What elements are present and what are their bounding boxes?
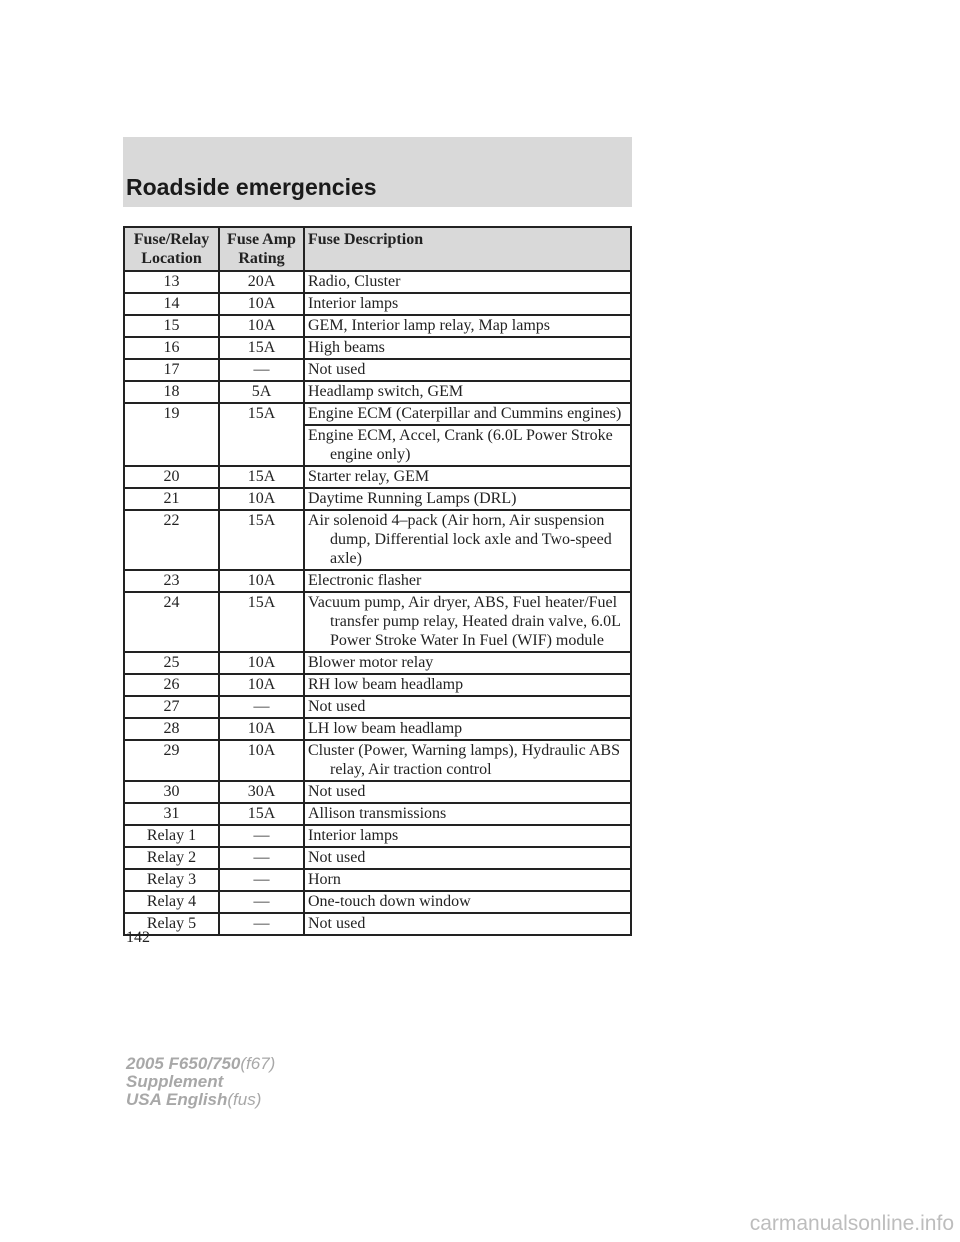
fuse-description-text: Interior lamps bbox=[308, 295, 399, 312]
table-row bbox=[124, 913, 631, 935]
fuse-description-text: Not used bbox=[308, 783, 366, 800]
table-row bbox=[124, 271, 631, 293]
fuse-amp-cell: 15A bbox=[219, 403, 304, 466]
footer-model-code: (f67) bbox=[240, 1054, 276, 1073]
column-header-location bbox=[124, 227, 219, 271]
fuse-location-cell: 27 bbox=[124, 696, 219, 718]
fuse-description-text: High beams bbox=[308, 339, 385, 356]
table-row bbox=[124, 825, 631, 847]
table-row bbox=[124, 293, 631, 315]
fuse-location-cell: 20 bbox=[124, 466, 219, 488]
fuse-location-cell: 18 bbox=[124, 381, 219, 403]
fuse-location-cell: 25 bbox=[124, 652, 219, 674]
footer-language: USA English bbox=[126, 1090, 228, 1109]
fuse-description-text: One-touch down window bbox=[308, 893, 471, 910]
fuse-amp-cell: 15A bbox=[219, 592, 304, 652]
fuse-amp-cell: 10A bbox=[219, 674, 304, 696]
fuse-description-text: Electronic flasher bbox=[308, 572, 422, 589]
column-header-amp-line1: Fuse Amp bbox=[227, 231, 296, 248]
fuse-location-cell: 30 bbox=[124, 781, 219, 803]
table-row bbox=[124, 652, 631, 674]
footer-model: 2005 F650/750 bbox=[126, 1054, 241, 1073]
fuse-description-cell bbox=[304, 652, 631, 674]
fuse-description-text: Engine ECM (Caterpillar and Cummins engines) bbox=[308, 405, 622, 422]
fuse-amp-cell: — bbox=[219, 847, 304, 869]
footer-language-code: (fus) bbox=[227, 1090, 262, 1109]
fuse-location-cell: Relay 4 bbox=[124, 891, 219, 913]
table-row bbox=[124, 403, 631, 425]
table-row bbox=[124, 740, 631, 781]
table-row bbox=[124, 466, 631, 488]
fuse-description-text: Vacuum pump, Air dryer, ABS, Fuel heater/Fuel transfer pump relay, Heated drain valve, 6.0L Power Stroke Water In Fuel (WIF) module bbox=[308, 594, 621, 649]
table-row bbox=[124, 570, 631, 592]
fuse-description-cell bbox=[304, 488, 631, 510]
fuse-description-cell bbox=[304, 337, 631, 359]
fuse-location-cell: 19 bbox=[124, 403, 219, 466]
fuse-description-text: RH low beam headlamp bbox=[308, 676, 464, 693]
fuse-description-cell bbox=[304, 718, 631, 740]
table-row bbox=[124, 337, 631, 359]
table-row bbox=[124, 381, 631, 403]
table-row bbox=[124, 510, 631, 570]
fuse-description-cell bbox=[304, 425, 631, 466]
fuse-description-text: Allison transmissions bbox=[308, 805, 447, 822]
fuse-location-cell: 26 bbox=[124, 674, 219, 696]
fuse-table-header bbox=[124, 227, 631, 271]
fuse-amp-cell: 10A bbox=[219, 652, 304, 674]
fuse-amp-cell: 15A bbox=[219, 466, 304, 488]
fuse-description-text: Interior lamps bbox=[308, 827, 399, 844]
fuse-description-text: Not used bbox=[308, 915, 366, 932]
fuse-description-cell bbox=[304, 847, 631, 869]
fuse-amp-cell: 15A bbox=[219, 337, 304, 359]
watermark: carmanualsonline.info bbox=[749, 1212, 954, 1235]
fuse-description-cell bbox=[304, 466, 631, 488]
fuse-description-cell bbox=[304, 913, 631, 935]
fuse-description-text: GEM, Interior lamp relay, Map lamps bbox=[308, 317, 551, 334]
fuse-description-cell bbox=[304, 293, 631, 315]
document-footer bbox=[126, 1055, 275, 1109]
fuse-location-cell: 14 bbox=[124, 293, 219, 315]
fuse-amp-cell: 10A bbox=[219, 718, 304, 740]
table-row bbox=[124, 488, 631, 510]
fuse-amp-cell: 10A bbox=[219, 570, 304, 592]
fuse-description-text: Starter relay, GEM bbox=[308, 468, 430, 485]
fuse-amp-cell: 10A bbox=[219, 315, 304, 337]
fuse-description-text: Blower motor relay bbox=[308, 654, 434, 671]
table-row bbox=[124, 869, 631, 891]
fuse-description-text: Air solenoid 4–pack (Air horn, Air suspension dump, Differential lock axle and Two-speed axle) bbox=[308, 512, 612, 567]
page-number: 142 bbox=[126, 929, 150, 946]
fuse-amp-cell: — bbox=[219, 825, 304, 847]
fuse-amp-cell: 15A bbox=[219, 510, 304, 570]
fuse-description-cell bbox=[304, 825, 631, 847]
fuse-description-cell bbox=[304, 781, 631, 803]
fuse-table-body bbox=[124, 271, 631, 935]
fuse-description-cell bbox=[304, 381, 631, 403]
fuse-description-text: Headlamp switch, GEM bbox=[308, 383, 464, 400]
fuse-location-cell: 13 bbox=[124, 271, 219, 293]
column-header-amp-line2: Rating bbox=[238, 250, 285, 267]
fuse-amp-cell: 10A bbox=[219, 488, 304, 510]
fuse-amp-cell: 15A bbox=[219, 803, 304, 825]
footer-line-3 bbox=[126, 1091, 275, 1109]
footer-line-1 bbox=[126, 1055, 275, 1073]
fuse-location-cell: Relay 2 bbox=[124, 847, 219, 869]
table-row bbox=[124, 891, 631, 913]
fuse-description-cell bbox=[304, 570, 631, 592]
fuse-amp-cell: 10A bbox=[219, 293, 304, 315]
fuse-amp-cell: 10A bbox=[219, 740, 304, 781]
table-row bbox=[124, 359, 631, 381]
header-row bbox=[124, 227, 631, 271]
fuse-amp-cell: 30A bbox=[219, 781, 304, 803]
fuse-amp-cell: — bbox=[219, 869, 304, 891]
fuse-description-cell bbox=[304, 315, 631, 337]
table-row bbox=[124, 674, 631, 696]
section-title: Roadside emergencies bbox=[126, 174, 377, 200]
fuse-location-cell: 24 bbox=[124, 592, 219, 652]
fuse-location-cell: 21 bbox=[124, 488, 219, 510]
column-header-amp bbox=[219, 227, 304, 271]
table-row bbox=[124, 718, 631, 740]
column-header-description: Fuse Description bbox=[304, 227, 631, 271]
fuse-location-cell: 15 bbox=[124, 315, 219, 337]
fuse-description-cell bbox=[304, 403, 631, 425]
fuse-description-cell bbox=[304, 869, 631, 891]
fuse-description-cell bbox=[304, 271, 631, 293]
fuse-location-cell: 23 bbox=[124, 570, 219, 592]
fuse-description-cell bbox=[304, 803, 631, 825]
fuse-amp-cell: — bbox=[219, 913, 304, 935]
fuse-description-text: Radio, Cluster bbox=[308, 273, 401, 290]
table-row bbox=[124, 696, 631, 718]
fuse-location-cell: 29 bbox=[124, 740, 219, 781]
column-header-location-line1: Fuse/Relay bbox=[133, 231, 210, 248]
fuse-description-text: Not used bbox=[308, 361, 366, 378]
fuse-description-text: Not used bbox=[308, 698, 366, 715]
fuse-location-cell: 17 bbox=[124, 359, 219, 381]
fuse-description-text: Cluster (Power, Warning lamps), Hydraulic ABS relay, Air traction control bbox=[308, 742, 620, 778]
footer-line-2: Supplement bbox=[126, 1072, 224, 1091]
fuse-description-cell bbox=[304, 674, 631, 696]
fuse-location-cell: Relay 3 bbox=[124, 869, 219, 891]
fuse-location-cell: 16 bbox=[124, 337, 219, 359]
fuse-amp-cell: — bbox=[219, 696, 304, 718]
table-row bbox=[124, 315, 631, 337]
fuse-description-text: LH low beam headlamp bbox=[308, 720, 463, 737]
fuse-location-cell: 22 bbox=[124, 510, 219, 570]
fuse-table bbox=[123, 226, 632, 936]
fuse-description-cell bbox=[304, 359, 631, 381]
fuse-amp-cell: 5A bbox=[219, 381, 304, 403]
fuse-description-text: Daytime Running Lamps (DRL) bbox=[308, 490, 517, 507]
fuse-amp-cell: — bbox=[219, 891, 304, 913]
fuse-description-cell bbox=[304, 891, 631, 913]
table-row bbox=[124, 781, 631, 803]
table-row bbox=[124, 592, 631, 652]
fuse-location-cell: 28 bbox=[124, 718, 219, 740]
column-header-location-line2: Location bbox=[141, 250, 202, 267]
table-row bbox=[124, 847, 631, 869]
fuse-description-cell bbox=[304, 740, 631, 781]
fuse-description-text: Engine ECM, Accel, Crank (6.0L Power Stroke engine only) bbox=[308, 427, 613, 463]
fuse-description-cell bbox=[304, 696, 631, 718]
fuse-location-cell: Relay 5 bbox=[124, 913, 219, 935]
table-row bbox=[124, 803, 631, 825]
fuse-location-cell: 31 bbox=[124, 803, 219, 825]
fuse-location-cell: Relay 1 bbox=[124, 825, 219, 847]
fuse-amp-cell: 20A bbox=[219, 271, 304, 293]
fuse-description-cell bbox=[304, 592, 631, 652]
fuse-description-text: Horn bbox=[308, 871, 341, 888]
fuse-description-cell bbox=[304, 510, 631, 570]
fuse-description-text: Not used bbox=[308, 849, 366, 866]
fuse-amp-cell: — bbox=[219, 359, 304, 381]
